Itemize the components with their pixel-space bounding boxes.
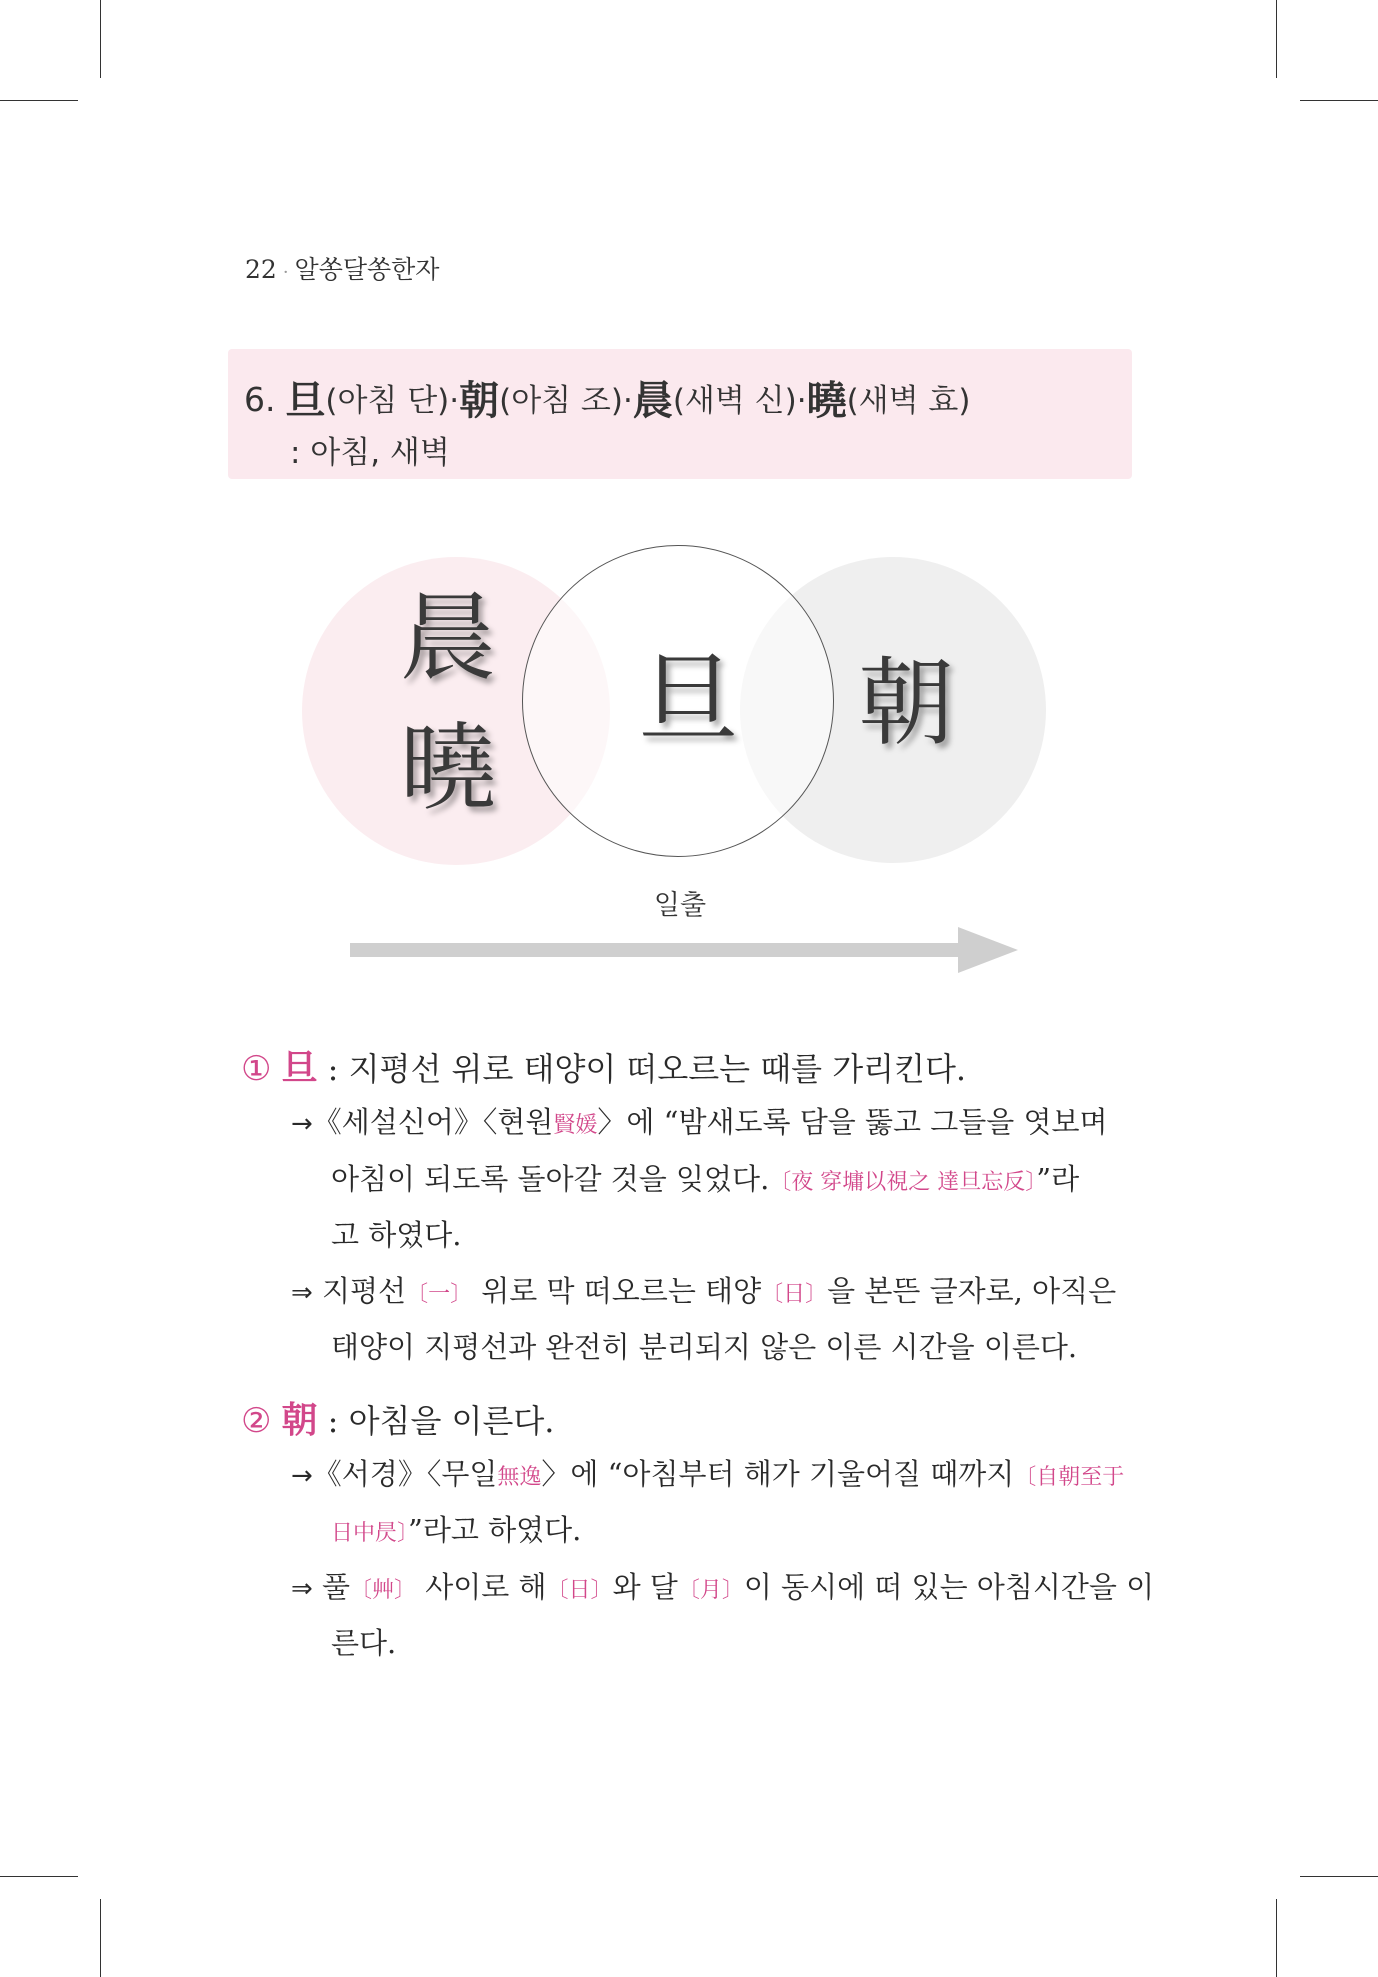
item-2-heading (241, 1392, 554, 1443)
item-number: ① (241, 1049, 272, 1089)
hanja-ref: 〔月〕 (677, 1578, 744, 1603)
arrow-icon: → (291, 1461, 313, 1491)
item-1-citation-line: 고 하였다. (331, 1218, 462, 1252)
title-reading: (아침 조)· (499, 383, 633, 419)
title-hanja: 旦 (285, 377, 326, 424)
explanation-text: 이 동시에 떠 있는 아침시간을 이 (743, 1570, 1155, 1604)
item-1-heading (241, 1040, 966, 1091)
crop-mark (1276, 0, 1277, 78)
diagram-char-hyo: 曉 (400, 712, 496, 824)
hanja-ref: 賢媛 (553, 1113, 598, 1138)
item-definition: : 지평선 위로 태양이 떠오르는 때를 가리킨다. (327, 1050, 967, 1088)
item-2-explanation-line: 른다. (331, 1626, 397, 1660)
hanja-ref: 〔日〕 (761, 1282, 828, 1307)
citation-text: 《세설신어》〈현원 (312, 1105, 554, 1139)
citation-text: 아침이 되도록 돌아갈 것을 잊었다. (331, 1162, 770, 1196)
item-1-explanation-line: 태양이 지평선과 완전히 분리되지 않은 이른 시간을 이른다. (331, 1330, 1078, 1364)
crop-mark (1276, 1899, 1277, 1977)
title-reading: (새벽 신)· (672, 383, 807, 419)
header-separator: · (282, 262, 289, 283)
citation-text: 〉에 “아침부터 해가 기울어질 때까지 (541, 1457, 1015, 1491)
diagram-char-jo: 朝 (858, 647, 954, 759)
page-number: 22 (245, 255, 277, 284)
item-hanja: 朝 (281, 1399, 318, 1441)
hanja-ref: 〔夜 穿墉以視之 達旦忘反〕 (769, 1170, 1037, 1195)
hanja-ref: 〔自朝至于 (1014, 1465, 1125, 1490)
crop-mark (100, 0, 101, 78)
section-title-box (228, 349, 1132, 479)
title-reading: (아침 단)· (325, 383, 460, 419)
arrow-icon: → (291, 1109, 313, 1139)
section-number: 6. (244, 380, 276, 419)
section-title (244, 369, 970, 426)
section-meaning: : 아침, 새벽 (290, 435, 450, 471)
hanja-ref: 日中昃〕 (331, 1521, 409, 1546)
running-header (245, 250, 439, 286)
item-2-explanation-line (291, 1565, 1154, 1606)
crop-mark (0, 100, 78, 101)
item-definition: : 아침을 이른다. (327, 1402, 555, 1440)
hanja-ref: 〔日〕 (546, 1578, 613, 1603)
item-1-explanation-line (291, 1269, 1116, 1310)
citation-text: ”라고 하였다. (408, 1513, 582, 1547)
sunrise-arrow (350, 920, 1030, 980)
item-1-citation-line (331, 1157, 1079, 1198)
explanation-text: 와 달 (612, 1570, 678, 1604)
hanja-ref: 〔一〕 (406, 1282, 473, 1307)
explanation-text: 을 본뜬 글자로, 아직은 (827, 1274, 1117, 1308)
citation-text: ”라 (1036, 1162, 1080, 1196)
hanja-ref: 無逸 (497, 1465, 542, 1490)
venn-diagram (290, 540, 1070, 960)
item-number: ② (241, 1401, 272, 1441)
citation-text: 〉에 “밤새도록 담을 뚫고 그들을 엿보며 (597, 1105, 1108, 1139)
item-2-citation-line (291, 1452, 1124, 1493)
crop-mark (100, 1899, 101, 1977)
diagram-char-dan: 旦 (638, 641, 738, 758)
title-hanja: 曉 (806, 377, 847, 424)
diagram-char-chen: 晨 (400, 582, 496, 694)
arrow-label: 일출 (653, 890, 707, 921)
explanation-text: 지평선 (322, 1274, 407, 1308)
title-hanja: 晨 (632, 377, 673, 424)
citation-text: 《서경》〈무일 (312, 1457, 498, 1491)
book-title: 알쏭달쏭한자 (294, 255, 440, 284)
explanation-text: 사이로 해 (416, 1570, 547, 1604)
double-arrow-icon: ⇒ (291, 1574, 313, 1604)
hanja-ref: 〔艸〕 (350, 1578, 417, 1603)
crop-mark (1300, 100, 1378, 101)
item-hanja: 旦 (281, 1047, 318, 1089)
explanation-text: 풀 (322, 1570, 351, 1604)
item-1-citation-line (291, 1100, 1108, 1141)
crop-mark (1300, 1876, 1378, 1877)
title-hanja: 朝 (459, 377, 500, 424)
explanation-text: 위로 막 떠오르는 태양 (472, 1274, 762, 1308)
crop-mark (0, 1876, 78, 1877)
item-2-citation-line (331, 1508, 581, 1549)
double-arrow-icon: ⇒ (291, 1278, 313, 1308)
title-reading: (새벽 효) (846, 383, 971, 419)
